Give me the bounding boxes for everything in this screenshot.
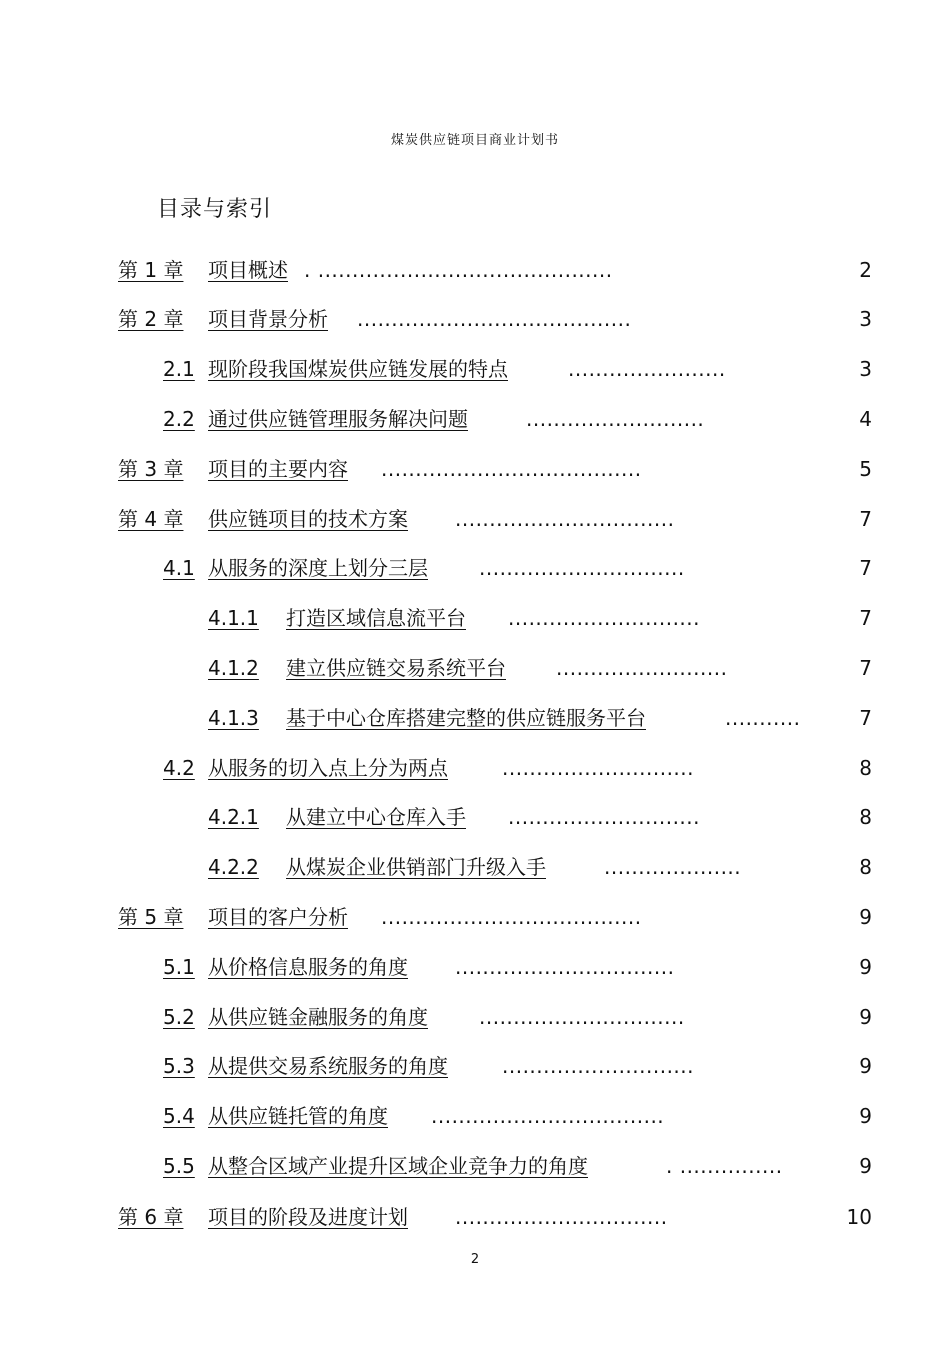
toc-entry-title: 从价格信息服务的角度 (208, 955, 408, 979)
toc-entry[interactable] (0, 1002, 950, 1032)
toc-entry-number: 4.2 (163, 756, 195, 780)
toc-entry-number: 第 1 章 (118, 258, 184, 282)
toc-entry-number: 第 6 章 (118, 1205, 184, 1229)
toc-entry-number: 4.1.3 (208, 706, 259, 730)
toc-entry[interactable] (0, 504, 950, 534)
toc-entry[interactable] (0, 255, 950, 285)
toc-entry-leader: ................................ (455, 955, 675, 979)
toc-entry[interactable] (0, 454, 950, 484)
toc-entry-leader: ...................................... (381, 905, 642, 929)
toc-entry-leader: .............................. (479, 1005, 685, 1029)
toc-entry[interactable] (0, 653, 950, 683)
toc-entry[interactable] (0, 553, 950, 583)
toc-entry-number: 第 3 章 (118, 457, 184, 481)
toc-entry-leader: ....................... (568, 357, 726, 381)
toc-entry-title: 通过供应链管理服务解决问题 (208, 407, 468, 431)
toc-entry[interactable] (0, 404, 950, 434)
toc-entry-leader: ........................................ (357, 307, 632, 331)
toc-entry[interactable] (0, 703, 950, 733)
toc-entry[interactable] (0, 802, 950, 832)
toc-entry-page: 8 (859, 756, 872, 780)
toc-entry-title: 项目的阶段及进度计划 (208, 1205, 408, 1229)
toc-entry[interactable] (0, 952, 950, 982)
toc-entry-title: 项目的主要内容 (208, 457, 348, 481)
toc-entry-title: 从煤炭企业供销部门升级入手 (286, 855, 546, 879)
toc-entry-number: 4.1 (163, 556, 195, 580)
toc-entry-leader: . ........................................... (304, 258, 613, 282)
toc-entry-title: 项目背景分析 (208, 307, 328, 331)
toc-entry[interactable] (0, 1202, 950, 1232)
toc-entry[interactable] (0, 1101, 950, 1131)
toc-entry[interactable] (0, 753, 950, 783)
toc-entry-page: 7 (859, 656, 872, 680)
toc-entry-number: 5.5 (163, 1154, 195, 1178)
toc-title: 目录与索引 (157, 197, 273, 222)
toc-entry-page: 9 (859, 1154, 872, 1178)
toc-entry-leader: ........... (725, 706, 801, 730)
toc-entry-leader: .......................... (526, 407, 705, 431)
toc-entry-page: 9 (859, 1005, 872, 1029)
toc-entry-page: 10 (846, 1205, 872, 1229)
toc-entry-page: 5 (859, 457, 872, 481)
toc-entry-leader: .................... (604, 855, 742, 879)
toc-entry-leader: ............................ (502, 1054, 695, 1078)
toc-entry-number: 4.2.2 (208, 855, 259, 879)
toc-entry-leader: ......................... (556, 656, 728, 680)
toc-entry-title: 从供应链托管的角度 (208, 1104, 388, 1128)
toc-entry-page: 7 (859, 706, 872, 730)
toc-entry-number: 5.1 (163, 955, 195, 979)
toc-entry-title: 基于中心仓库搭建完整的供应链服务平台 (286, 706, 646, 730)
page-number: 2 (470, 1252, 480, 1267)
toc-entry-leader: .................................. (431, 1104, 665, 1128)
toc-entry-page: 8 (859, 855, 872, 879)
toc-entry-number: 4.1.2 (208, 656, 259, 680)
toc-entry[interactable] (0, 603, 950, 633)
toc-entry-leader: .............................. (479, 556, 685, 580)
toc-entry-page: 9 (859, 905, 872, 929)
toc-entry-number: 第 4 章 (118, 507, 184, 531)
toc-entry-leader: ................................ (455, 507, 675, 531)
toc-entry-title: 打造区域信息流平台 (286, 606, 466, 630)
toc-entry-leader: . ............... (666, 1154, 783, 1178)
toc-entry[interactable] (0, 1051, 950, 1081)
toc-entry-page: 9 (859, 1054, 872, 1078)
toc-entry[interactable] (0, 902, 950, 932)
toc-entry-leader: ............................ (508, 805, 701, 829)
toc-entry-page: 2 (859, 258, 872, 282)
toc-entry-page: 9 (859, 955, 872, 979)
toc-entry[interactable] (0, 354, 950, 384)
toc-entry-number: 第 2 章 (118, 307, 184, 331)
toc-entry-leader: ............................... (455, 1205, 668, 1229)
toc-entry-title: 从服务的切入点上分为两点 (208, 756, 448, 780)
toc-entry[interactable] (0, 304, 950, 334)
toc-entry-number: 第 5 章 (118, 905, 184, 929)
toc-entry-title: 从整合区域产业提升区域企业竞争力的角度 (208, 1154, 588, 1178)
toc-entry-title: 供应链项目的技术方案 (208, 507, 408, 531)
toc-entry-page: 4 (859, 407, 872, 431)
toc-entry-title: 从提供交易系统服务的角度 (208, 1054, 448, 1078)
toc-entry[interactable] (0, 852, 950, 882)
toc-entry-title: 项目概述 (208, 258, 288, 282)
toc-entry-page: 3 (859, 357, 872, 381)
toc-entry-page: 7 (859, 606, 872, 630)
toc-entry-number: 5.3 (163, 1054, 195, 1078)
toc-entry-number: 5.2 (163, 1005, 195, 1029)
toc-entry-page: 7 (859, 507, 872, 531)
page-header: 煤炭供应链项目商业计划书 (390, 133, 559, 148)
toc-entry[interactable] (0, 1151, 950, 1181)
toc-entry-number: 5.4 (163, 1104, 195, 1128)
toc-entry-page: 9 (859, 1104, 872, 1128)
toc-entry-page: 3 (859, 307, 872, 331)
toc-entry-title: 从服务的深度上划分三层 (208, 556, 428, 580)
toc-entry-title: 从供应链金融服务的角度 (208, 1005, 428, 1029)
toc-entry-title: 建立供应链交易系统平台 (286, 656, 506, 680)
toc-entry-number: 4.2.1 (208, 805, 259, 829)
toc-entry-title: 现阶段我国煤炭供应链发展的特点 (208, 357, 508, 381)
toc-entry-page: 8 (859, 805, 872, 829)
toc-entry-number: 2.1 (163, 357, 195, 381)
toc-entry-leader: ............................ (508, 606, 701, 630)
toc-entry-leader: ............................ (502, 756, 695, 780)
toc-entry-number: 4.1.1 (208, 606, 259, 630)
toc-entry-title: 从建立中心仓库入手 (286, 805, 466, 829)
toc-entry-leader: ...................................... (381, 457, 642, 481)
toc-entry-number: 2.2 (163, 407, 195, 431)
toc-entry-title: 项目的客户分析 (208, 905, 348, 929)
toc-entry-page: 7 (859, 556, 872, 580)
